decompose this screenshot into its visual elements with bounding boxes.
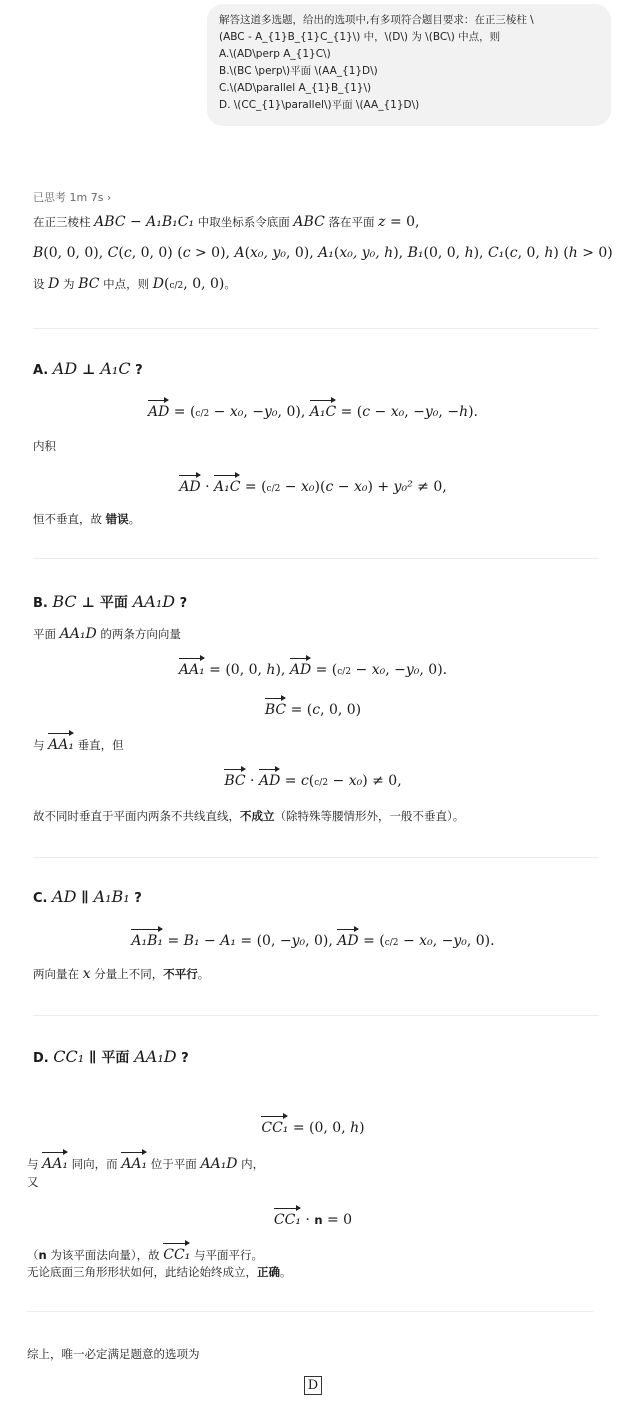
- text-run: 为: [59, 277, 79, 291]
- math-text: = (: [286, 702, 313, 718]
- coordinates-equation: [33, 243, 613, 263]
- option-d-heading: [33, 1047, 189, 1069]
- divider: [33, 328, 599, 329]
- divider: [33, 1015, 599, 1016]
- math-symbol: x: [82, 966, 91, 982]
- text-run: （除特殊等腰情形外，一般不垂直）。: [274, 809, 465, 823]
- math-text: −: [328, 773, 349, 789]
- bold-text: 正确: [257, 1265, 280, 1279]
- vector-symbol: AD: [148, 398, 169, 422]
- option-a-text: [33, 436, 56, 456]
- math-text: = (: [336, 404, 363, 420]
- option-d-text: [27, 1172, 39, 1192]
- text-run: 设: [33, 277, 49, 291]
- text-run: 又: [27, 1175, 39, 1189]
- math-symbol: B₁: [407, 245, 424, 261]
- math-symbol: AA₁D: [59, 626, 97, 642]
- text-run: 两向量在: [33, 967, 83, 981]
- math-text: ·: [200, 479, 215, 495]
- math-symbol: h: [568, 245, 578, 261]
- math-text: = 0,: [385, 214, 420, 230]
- math-symbol: c: [123, 245, 132, 261]
- math-text: ) (: [553, 245, 569, 261]
- math-symbol: B: [33, 245, 44, 261]
- vector-symbol: A₁C: [310, 398, 336, 422]
- math-symbol: h: [266, 662, 276, 678]
- math-text: ·: [245, 773, 259, 789]
- math-text: > 0): [577, 245, 613, 261]
- text-run: 位于平面: [147, 1157, 201, 1171]
- option-a-equation: [0, 473, 626, 499]
- math-text: ): [359, 1120, 365, 1136]
- math-text: , −: [243, 404, 265, 420]
- math-text: = (: [169, 404, 196, 420]
- math-text: , 0).: [419, 662, 448, 678]
- option-c-equation: [0, 927, 626, 953]
- math-symbol: AA₁D: [134, 1047, 177, 1066]
- math-symbol: x₀: [371, 662, 386, 678]
- math-symbol: x₀, y₀, h: [339, 245, 394, 261]
- math-text: −: [351, 662, 372, 678]
- vector-symbol: CC₁: [261, 1114, 288, 1138]
- math-text: =: [280, 773, 301, 789]
- math-text: (0, 0, 0),: [43, 245, 108, 261]
- fraction: c/2: [195, 409, 210, 419]
- bold-text: B.: [33, 596, 53, 611]
- option-c-conclusion: [33, 964, 209, 984]
- text-run: 分量上不同，: [90, 967, 164, 981]
- math-text: ⊥: [77, 362, 101, 378]
- math-symbol: AD: [52, 887, 77, 906]
- bold-text: ?: [130, 363, 143, 378]
- option-d-equation: [0, 1114, 626, 1138]
- math-text: = (: [311, 662, 338, 678]
- text-run: 。: [128, 512, 141, 526]
- math-text: −: [398, 933, 420, 949]
- math-text: , 0,: [517, 245, 545, 261]
- option-b-text: [33, 731, 124, 755]
- vector-symbol: AD: [290, 656, 311, 680]
- bold-text: 错误: [105, 512, 129, 526]
- math-symbol: h: [459, 404, 469, 420]
- math-text: , −: [385, 662, 406, 678]
- vector-symbol: AA₁: [48, 731, 74, 755]
- math-text: = (0, −: [235, 933, 292, 949]
- text-run: 综上，唯一必定满足题意的选项为: [27, 1347, 200, 1361]
- math-symbol: A₁B₁: [93, 887, 130, 906]
- math-text: ⊥ 平面: [76, 595, 133, 611]
- answer-container: [0, 1375, 626, 1395]
- math-text: ),: [393, 245, 408, 261]
- bold-text: A.: [33, 363, 53, 378]
- option-d-equation: [0, 1206, 626, 1230]
- option-a-conclusion: [33, 509, 140, 529]
- vector-symbol: BC: [265, 696, 286, 720]
- user-message-line: A.\(AD\perp A_{1}C\): [219, 48, 331, 60]
- math-text: −: [209, 404, 230, 420]
- math-symbol: c: [300, 773, 309, 789]
- math-text: , 0),: [285, 245, 319, 261]
- math-text: , −: [432, 933, 454, 949]
- math-text: ≠ 0,: [412, 479, 447, 495]
- user-message-line: C.\(AD\parallel A_{1}B_{1}\): [219, 82, 372, 94]
- math-symbol: B₁: [183, 933, 200, 949]
- math-text: )(: [314, 479, 326, 495]
- math-symbol: A₁: [318, 245, 334, 261]
- option-d-conclusion: [27, 1262, 292, 1282]
- text-run: 无论底面三角形形状如何，此结论始终成立，: [27, 1265, 257, 1279]
- math-text: , 0),: [305, 933, 338, 949]
- math-symbol: y₀: [264, 404, 278, 420]
- math-text: , 0).: [466, 933, 495, 949]
- math-symbol: y₀: [405, 662, 420, 678]
- math-symbol: ABC − A₁B₁C₁: [94, 214, 195, 230]
- math-text: (: [118, 245, 124, 261]
- text-run: 。: [224, 277, 236, 291]
- math-text: ) ≠ 0,: [362, 773, 402, 789]
- math-text: −: [280, 479, 301, 495]
- option-d-text: [27, 1150, 264, 1174]
- math-text: ∥ 平面: [84, 1050, 135, 1066]
- math-symbol: c: [325, 479, 334, 495]
- math-text: (: [244, 245, 251, 261]
- math-symbol: ABC: [293, 214, 325, 230]
- math-symbol: y₀: [424, 404, 439, 420]
- math-text: (: [333, 245, 340, 261]
- fraction: c/2: [169, 281, 184, 291]
- vector-symbol: AD: [179, 473, 200, 497]
- text-run: 落在平面: [324, 215, 379, 229]
- text-run: 恒不垂直，故: [33, 512, 106, 526]
- math-text: , −: [404, 404, 425, 420]
- vector-symbol: AA₁: [179, 656, 205, 680]
- user-message-line: D. \(CC_{1}\parallel\)平面 \(AA_{1}D\): [219, 99, 420, 111]
- math-text: ∥: [76, 890, 94, 906]
- math-text: ),: [275, 662, 290, 678]
- math-text: (: [504, 245, 510, 261]
- divider: [27, 1311, 593, 1312]
- math-symbol: x₀: [419, 933, 433, 949]
- math-text: ) +: [367, 479, 394, 495]
- vector-symbol: AA₁: [121, 1150, 147, 1174]
- math-text: , 0, 0): [320, 702, 362, 718]
- user-message-line: B.\(BC \perp\)平面 \(AA_{1}D\): [219, 65, 378, 77]
- text-run: 故不同时垂直于平面内两条不共线直线，: [33, 809, 240, 823]
- text-run: 。: [280, 1265, 292, 1279]
- vector-symbol: AA₁: [42, 1150, 68, 1174]
- text-run: 内，: [237, 1157, 265, 1171]
- math-symbol: A₁: [220, 933, 236, 949]
- math-symbol: c: [312, 702, 321, 718]
- math-symbol: A₁C: [100, 359, 131, 378]
- vector-symbol: AD: [259, 767, 280, 791]
- math-symbol: D: [152, 276, 165, 292]
- text-run: 。: [197, 967, 210, 981]
- math-symbol: AD: [52, 359, 78, 378]
- bold-text: 不成立: [240, 809, 275, 823]
- math-symbol: x₀: [348, 773, 363, 789]
- math-symbol: AA₁D: [132, 592, 176, 611]
- text-run: 与平面平行。: [190, 1248, 263, 1262]
- text-run: 内积: [33, 439, 56, 453]
- math-symbol: x₀, y₀: [250, 245, 286, 261]
- vector-symbol: A₁C: [214, 473, 240, 497]
- math-text: = (0, 0,: [288, 1120, 351, 1136]
- math-text: , 0),: [277, 404, 310, 420]
- bold-text: n: [314, 1213, 323, 1227]
- math-symbol: x₀: [353, 479, 368, 495]
- math-text: , 0, 0): [183, 276, 225, 292]
- math-symbol: x₀: [229, 404, 244, 420]
- text-run: （: [27, 1248, 39, 1262]
- vector-symbol: AD: [337, 927, 358, 951]
- vector-symbol: A₁B₁: [131, 927, 163, 951]
- math-text: = (: [358, 933, 385, 949]
- math-text: ),: [473, 245, 488, 261]
- text-run: 为该平面法向量），故: [46, 1248, 164, 1262]
- thought-duration-toggle[interactable]: 已思考 1m 7s ›: [33, 191, 112, 204]
- option-a-equation: [0, 398, 626, 424]
- divider: [33, 558, 599, 559]
- math-text: −: [199, 933, 221, 949]
- math-text: , −: [438, 404, 460, 420]
- math-symbol: CC₁: [53, 1047, 85, 1066]
- vector-symbol: BC: [224, 767, 245, 791]
- fraction: c/2: [337, 667, 352, 677]
- math-text: =: [163, 933, 184, 949]
- bold-text: D.: [33, 1051, 54, 1066]
- vector-symbol: CC₁: [163, 1241, 190, 1265]
- summary-text: [27, 1344, 200, 1364]
- text-run: 同向，而: [68, 1157, 122, 1171]
- math-symbol: z: [378, 214, 386, 230]
- math-text: = (0, 0,: [204, 662, 267, 678]
- math-text: −: [370, 404, 391, 420]
- option-c-heading: [33, 887, 142, 909]
- divider: [33, 857, 599, 858]
- math-text: = (: [240, 479, 267, 495]
- bold-text: ?: [175, 596, 188, 611]
- math-symbol: y₀: [453, 933, 467, 949]
- math-symbol: h: [464, 245, 474, 261]
- math-symbol: c: [362, 404, 371, 420]
- bold-text: 不平行: [163, 967, 198, 981]
- math-text: ·: [300, 1212, 315, 1228]
- text-run: 与: [27, 1157, 43, 1171]
- math-text: (0, 0,: [423, 245, 465, 261]
- option-b-text: [33, 624, 181, 644]
- option-a-heading: [33, 359, 143, 381]
- user-message-line: (ABC - A_{1}B_{1}C_{1}\) 中，\(D\) 为 \(BC\) 中点，则: [219, 31, 501, 43]
- boxed-answer: D: [304, 1376, 322, 1395]
- math-symbol: C₁: [487, 245, 505, 261]
- math-text: (: [164, 276, 170, 292]
- math-symbol: BC: [78, 276, 100, 292]
- math-text: > 0),: [190, 245, 235, 261]
- math-symbol: c: [182, 245, 191, 261]
- option-b-equation: [0, 656, 626, 682]
- text-run: 中取坐标系令底面: [194, 215, 294, 229]
- math-symbol: y₀: [291, 933, 306, 949]
- math-text: ).: [468, 404, 479, 420]
- math-symbol: x₀: [301, 479, 315, 495]
- option-b-equation: [0, 696, 626, 720]
- midpoint-text: [33, 274, 236, 296]
- math-symbol: D: [48, 276, 60, 292]
- math-symbol: x₀: [390, 404, 405, 420]
- fraction: c/2: [384, 938, 399, 948]
- fraction: c/2: [266, 484, 281, 494]
- bold-text: ?: [129, 891, 142, 906]
- intro-text: [33, 212, 420, 232]
- math-symbol: BC: [52, 592, 77, 611]
- text-run: 的两条方向向量: [96, 627, 181, 641]
- math-text: (: [308, 773, 315, 789]
- user-message-line: 解答这道多选题，给出的选项中,有多项符合题目要求：在正三棱柱 \: [219, 14, 534, 26]
- math-text: , 0, 0) (: [131, 245, 183, 261]
- math-symbol: y₀²: [393, 479, 413, 495]
- math-symbol: h: [544, 245, 554, 261]
- math-symbol: h: [350, 1120, 360, 1136]
- text-run: 在正三棱柱: [33, 215, 95, 229]
- bold-text: ?: [176, 1051, 189, 1066]
- text-run: 与: [33, 738, 49, 752]
- option-b-equation: [0, 767, 626, 793]
- math-symbol: A: [234, 245, 245, 261]
- text-run: 垂直，但: [74, 738, 124, 752]
- text-run: 中点，则: [99, 277, 153, 291]
- user-message-bubble: [207, 4, 611, 126]
- math-symbol: c: [509, 245, 518, 261]
- math-text: = 0: [322, 1212, 353, 1228]
- math-text: −: [333, 479, 354, 495]
- math-symbol: C: [107, 245, 119, 261]
- option-b-conclusion: [33, 806, 464, 826]
- bold-text: n: [38, 1248, 47, 1262]
- bold-text: C.: [33, 891, 53, 906]
- option-b-heading: [33, 592, 187, 614]
- fraction: c/2: [314, 778, 329, 788]
- math-symbol: AA₁D: [200, 1156, 238, 1172]
- vector-symbol: CC₁: [274, 1206, 301, 1230]
- text-run: 平面: [33, 627, 60, 641]
